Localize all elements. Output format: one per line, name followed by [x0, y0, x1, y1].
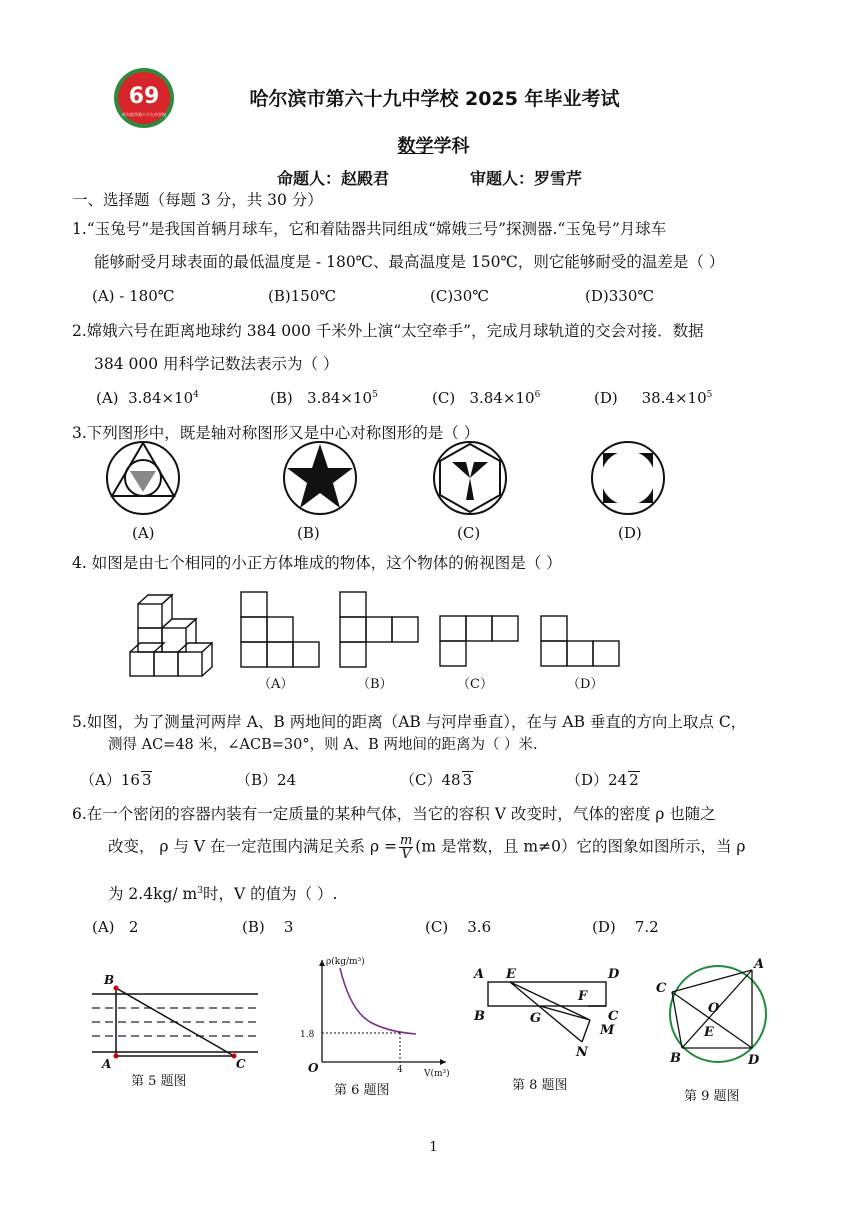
q3-label-a: (A) — [132, 524, 155, 542]
q4-label-d: （D） — [567, 677, 604, 692]
q6-option-b: (B) 3 — [242, 918, 294, 936]
fig9-label-c: C — [656, 981, 667, 996]
q3-line1: 3.下列图形中，既是轴对称图形又是中心对称图形的是（ ） — [72, 424, 480, 442]
exam-title: 哈尔滨市第六十九中学校 2025 年毕业考试 — [249, 88, 620, 110]
q2-line2: 384 000 用科学记数法表示为（ ） — [94, 355, 339, 373]
q4-label-c: （C） — [457, 677, 493, 692]
q6-fraction: $\frac{m}{V}$ — [399, 833, 413, 862]
q4-label-b: （B） — [357, 677, 393, 692]
fig8-diagram — [470, 962, 630, 1062]
fig8-label-n: N — [576, 1045, 588, 1060]
q5-line1: 5.如图，为了测量河两岸 A、B 两地间的距离（AB 与河岸垂直），在与 AB 垂直的方向上取点 C， — [72, 713, 747, 731]
q2-option-a: (A) $3.84\times 10^4$ — [96, 389, 199, 407]
q4-line1: 4. 如图是由七个相同的小正方体堆成的物体，这个物体的俯视图是（ ） — [72, 554, 562, 572]
q5-option-a: （A）16 3 — [80, 771, 152, 789]
q2-option-b: (B) $3.84\times 10^5$ — [270, 389, 378, 407]
fig6-origin: O — [308, 1061, 319, 1075]
q4-solid-figure — [126, 588, 222, 682]
fig6-x-tick: 4 — [397, 1065, 403, 1075]
fig8-caption: 第 8 题图 — [512, 1078, 568, 1093]
q6-option-d: (D) 7.2 — [592, 918, 659, 936]
fig5-label-a: A — [102, 1057, 112, 1071]
fig9-caption: 第 9 题图 — [684, 1089, 740, 1104]
q6-line2: 改变， ρ 与 V 在一定范围内满足关系 ρ = $\frac{m}{V}$ (m 是常数，且 m≠0）它的图象如图所示，当 ρ — [108, 833, 746, 862]
fig6-y-tick: 1.8 — [300, 1030, 315, 1040]
fig9-label-b: B — [670, 1051, 681, 1066]
page-number: 1 — [429, 1140, 438, 1155]
q4-view-d — [540, 614, 622, 670]
q1-option-c: (C)30℃ — [430, 287, 490, 305]
q3-figure-d — [586, 440, 670, 520]
q1-line1: 1.“玉兔号”是我国首辆月球车，它和着陆器共同组成“嫦娥三号”探测器.“玉兔号”月球车 — [72, 220, 667, 238]
q5-option-d: （D）24 2 — [566, 771, 639, 789]
author-label: 命题人：赵殿君 — [277, 169, 390, 188]
logo-text: 69 — [128, 84, 160, 109]
q2-line1: 2.嫦娥六号在距离地球约 384 000 千米外上演“太空牵手”，完成月球轨道的交会对接．数据 — [72, 322, 704, 340]
q4-view-c — [439, 614, 521, 670]
fig8-label-d: D — [608, 967, 620, 982]
fig6-x-label: V(m³) — [424, 1069, 450, 1078]
q3-figure-b — [278, 440, 362, 520]
fig6-caption: 第 6 题图 — [334, 1083, 390, 1098]
fig5-river-diagram — [88, 968, 268, 1078]
fig8-label-f: F — [578, 989, 588, 1004]
q1-option-d: (D)330℃ — [585, 287, 655, 305]
q3-label-b: (B) — [297, 524, 320, 542]
q3-figure-c — [428, 440, 512, 520]
subject-title: 数学学科 — [397, 136, 470, 157]
q3-label-c: (C) — [457, 524, 481, 542]
q4-label-a: （A） — [258, 677, 294, 692]
fig9-label-o: O — [708, 1001, 720, 1016]
fig9-label-e: E — [704, 1025, 714, 1040]
q1-option-b: (B)150℃ — [268, 287, 337, 305]
fig5-caption: 第 5 题图 — [131, 1074, 187, 1089]
fig8-label-b: B — [474, 1009, 485, 1024]
q3-label-d: (D) — [618, 524, 642, 542]
q2-option-d: (D) $38.4\times 10^5$ — [594, 389, 713, 407]
fig6-graph — [296, 950, 456, 1078]
reviewer-label: 审题人：罗雪芹 — [470, 169, 583, 188]
logo-caption: 哈尔滨市第六十九中学校 — [122, 112, 166, 117]
q3-figure-a — [100, 440, 190, 520]
fig8-label-a: A — [474, 967, 485, 982]
q6-line3: 为 2.4kg/ $m^3$时，V 的值为（ ）. — [108, 885, 338, 903]
q5-option-c: （C）48 3 — [400, 771, 473, 789]
fig6-y-label: ρ(kg/m³) — [326, 957, 365, 967]
q4-view-a — [240, 590, 322, 670]
fig8-label-e: E — [506, 967, 516, 982]
fig5-label-b: B — [104, 973, 115, 987]
q1-line2: 能够耐受月球表面的最低温度是 - 180℃、最高温度是 150℃，则它能够耐受的温差是（ ） — [94, 253, 725, 271]
q5-line2: 测得 AC=48 米，∠ACB=30°，则 A、B 两地间的距离为（ ）米. — [108, 737, 538, 753]
q4-view-b — [339, 590, 421, 670]
fig8-label-c: C — [608, 1009, 619, 1024]
q6-option-c: (C) 3.6 — [425, 918, 492, 936]
q1-option-a: (A) - 180℃ — [92, 287, 175, 305]
q2-option-c: (C) $3.84\times 10^6$ — [432, 389, 541, 407]
fig9-label-a: A — [754, 957, 765, 972]
fig8-label-g: G — [530, 1011, 542, 1026]
fig9-circle-diagram — [652, 952, 778, 1068]
section-title: 一、选择题（每题 3 分，共 30 分） — [72, 191, 323, 209]
q6-option-a: (A) 2 — [92, 918, 139, 936]
fig5-label-c: C — [236, 1057, 246, 1071]
fig9-label-d: D — [748, 1053, 760, 1068]
q6-line1: 6.在一个密闭的容器内装有一定质量的某种气体，当它的容积 V 改变时，气体的密度 ρ 也随之 — [72, 805, 716, 823]
fig8-label-m: M — [600, 1023, 615, 1038]
q5-option-b: （B）24 — [236, 771, 297, 789]
